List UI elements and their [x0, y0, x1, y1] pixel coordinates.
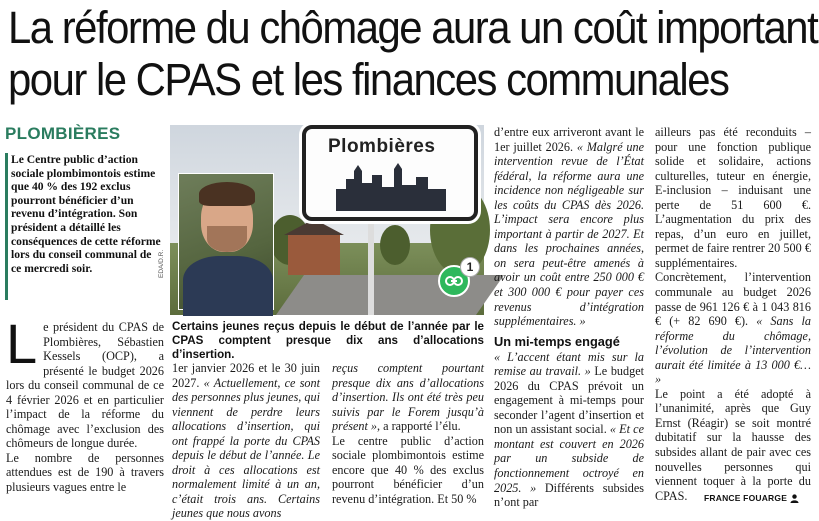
section-kicker: PLOMBIÈRES — [5, 124, 121, 143]
badge-count: 1 — [460, 257, 480, 277]
article-photo — [170, 125, 484, 315]
photo-tree — [380, 225, 410, 265]
byline-name: FRANCE FOUARGE — [704, 493, 788, 503]
dropcap: L — [6, 312, 38, 375]
share-link-icon — [445, 276, 463, 286]
byline — [704, 493, 799, 503]
photo-caption: Certains jeunes reçus depuis le début de l’année par le CPAS comptent presque dix ans d’allocations d’insertion. — [172, 320, 484, 361]
text: 1er janvier 2026 et le 30 juin 2027. — [172, 361, 320, 390]
text: Différents subsides n’ont par — [494, 480, 644, 510]
paragraph: Le point a été adopté à l’unanimité, après que Guy Ernst (Réagir) se soit montré dubitatif sur la hausse des subsides allant de pair avec ces nouvelles personnes qui viennent toquer à la porte du CPAS. — [655, 386, 811, 503]
quote: « Malgré une intervention revue de l’État fédéral, la réforme aura une incidence non négligeable sur les coûts du CPAS dès 2026. L’impact sera encore plus important à partir de 2027. Et dans les prochaines années, on sera peut-être amenés à avoir un coût entre 250 000 € et 300 000 € pour payer ces revenus d’intégration supplémentaires. » — [494, 139, 644, 329]
column-2 — [172, 361, 320, 521]
town-sign-text: Plombières — [328, 136, 436, 157]
quote: « Sans la réforme du chômage, l’évolution de l’intervention aurait été limitée à 13 000 €… » — [655, 314, 811, 387]
sign-pole — [368, 215, 374, 315]
text: e président du CPAS de Plombières, Sébastien Kessels (OCP), a présenté le budget 2026 lors du conseil communal de ce 4 février 2026 et en particulier l’impact de la réforme du chômage avec l’exclusion des chômeurs de longue durée. — [6, 320, 164, 451]
headline-line-1: La réforme du chômage aura un coût important — [8, 2, 818, 53]
portrait-photo — [178, 173, 274, 310]
text: ailleurs pas été reconduits – pour une fonction publique solide et solidaire, actions culturelles, tuteur en énergie, E-inclusion – induisant une perte de 51 600 €. L’augmentation du prix des repas, d’un euro en juillet, permet de faire rentrer 20 500 € supplémentaires. Concrètement, l’intervention communale au budget 2026 passe de 961 126 € à 1 043 816 € (+ 82 690 €). — [655, 125, 811, 329]
column-3 — [332, 361, 484, 506]
text: d’entre eux arriveront avant le 1er juillet 2026. — [494, 125, 644, 154]
town-silhouette-icon — [336, 161, 446, 211]
paragraph — [332, 361, 484, 434]
headline — [8, 2, 818, 106]
column-5 — [655, 125, 811, 503]
person-icon — [790, 494, 799, 503]
lead-paragraph: Le Centre public d’action sociale plombimontois estime que 40 % des 192 exclus pourront bénéficier d’un revenu d’intégration. Son président a détaillé les conséquences de cette réforme lors du conseil communal de ce mercredi soir. — [5, 153, 163, 300]
quote: reçus comptent pourtant presque dix ans d’allocations d’insertion. Ils ont été très peu suivis par le Forem jusqu’à présent » — [332, 361, 484, 434]
quote: « Actuellement, ce sont des personnes plus jeunes, qui viennent de perdre leurs allocations d’insertion, qui ont frappé la porte du CPAS depuis le début de l’année. Le droit à ces allocations est normalement limité à un an, c’était trois ans. Certains jeunes que nous avons — [172, 375, 321, 521]
paragraph — [6, 312, 164, 451]
paragraph: Le centre public d’action sociale plombimontois estime encore que 40 % des exclus pourront bénéficier d’un revenu d’intégration. Et 50 % — [332, 433, 484, 506]
quote: « L’accent étant mis sur la remise au travail. » — [494, 349, 644, 379]
paragraph — [494, 350, 644, 510]
portrait-hair — [199, 182, 255, 206]
quote: « Et ce montant est couvert en 2026 par un subside de fonctionnement octroyé en 2025. » — [494, 422, 644, 495]
paragraph: Le nombre de personnes attendues est de 190 à travers plusieurs vagues entre le — [6, 450, 164, 495]
paragraph — [494, 125, 644, 329]
text: Le budget 2026 du CPAS prévoit un engagement à mi-temps pour seconder l’agent d’insertion et non un assistant social. — [494, 364, 644, 437]
town-sign — [302, 125, 478, 221]
paragraph — [172, 361, 320, 521]
paragraph — [655, 125, 811, 387]
photo-house — [288, 235, 340, 275]
subheading: Un mi-temps engagé — [494, 333, 620, 349]
photo-credit: EDA/D.R. — [158, 249, 165, 278]
headline-line-2: pour le CPAS et les finances communales — [8, 54, 729, 105]
text: , a rapporté l’élu. — [377, 419, 461, 434]
column-4 — [494, 125, 644, 510]
portrait-beard — [207, 226, 247, 252]
column-1 — [6, 312, 164, 510]
portrait-shirt — [183, 256, 273, 316]
